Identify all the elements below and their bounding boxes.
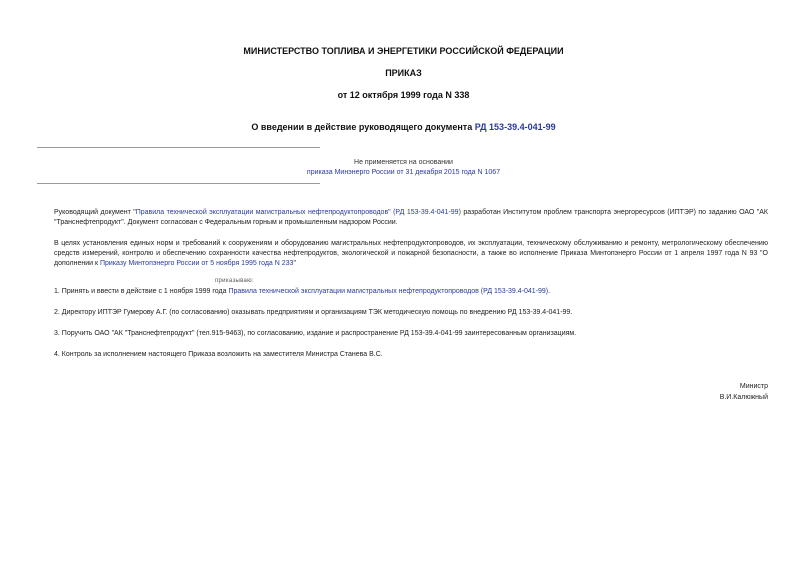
ordered-label: приказываю: (215, 278, 254, 284)
ministry-heading: МИНИСТЕРСТВО ТОПЛИВА И ЭНЕРГЕТИКИ РОССИЙСКОЙ ФЕДЕРАЦИИ (243, 46, 564, 56)
order-title: ПРИКАЗ (385, 68, 422, 78)
status-note-link[interactable]: приказа Минэнерго России от 31 декабря 2015 года N 1067 (306, 169, 501, 176)
item-4: 4. Контроль за исполнением настоящего Приказа возложить на заместителя Министра Станева В.С. (54, 351, 383, 358)
item-2: 2. Директору ИПТЭР Гумерову А.Г. (по согласованию) оказывать предприятиям и организациям ТЭК методическую помощь по внедрению РД 153-39.4-041-99. (54, 309, 573, 316)
status-note-line: Не применяется на основании (354, 159, 453, 166)
paragraph-intro (54, 208, 768, 228)
rules-link[interactable]: Правила технической эксплуатации магистральных нефтепродуктопроводов" (РД 153-39.4-041-99) (135, 209, 461, 216)
intro-suffix: разработан Институтом проблем транспорта энергоресурсов (ИПТЭР) по заданию ОАО "АК "Транснефтепродукт". Документ согласован с Федеральным горным и промышленным надзором России. (54, 209, 768, 226)
order-subject (0, 122, 807, 132)
order-233-link[interactable]: Приказу Минтопэнерго России от 5 ноября 1995 года N 233 (100, 260, 294, 267)
item-1-rules-link[interactable]: Правила технической эксплуатации магистральных нефтепродуктопроводов (РД 153-39.4-041-99) (228, 288, 549, 295)
purpose-end: " (293, 260, 296, 267)
item-1 (54, 287, 768, 297)
subject-text: О введении в действие руководящего документа (251, 122, 475, 132)
order-date: от 12 октября 1999 года N 338 (337, 90, 470, 100)
item-1-text: 1. Принять и ввести в действие с 1 ноября 1999 года (54, 288, 229, 295)
subject-rd-link[interactable]: РД 153-39.4-041-99 (474, 122, 556, 132)
item-1-end: . (548, 288, 551, 295)
intro-prefix: Руководящий документ " (54, 209, 136, 216)
signature-block (720, 381, 768, 403)
divider-bottom (37, 183, 320, 184)
signature-name: В.И.Калюжный (719, 394, 768, 401)
item-3: 3. Поручить ОАО "АК "Транснефтепродукт" (тел.915-9463), по согласованию, издание и распространение РД 153-39.4-041-99 заинтересованным организациям. (54, 330, 577, 337)
paragraph-purpose (54, 239, 768, 269)
purpose-text: В целях установления единых норм и требований к сооружениям и оборудованию магистральных нефтепродуктопроводов, их эксплуатации, техническому обслуживанию и ремонту, метрологическому обеспечению средств измерений, контролю и обеспечению сохранности качества нефтепродуктов, экологической и пожарной безопасности, а также во исполнение Приказа Минтопэнерго России от 1 апреля 1997 года N 93 "О дополнении к (54, 240, 768, 267)
signature-title: Министр (739, 383, 768, 390)
divider-top (37, 147, 320, 148)
